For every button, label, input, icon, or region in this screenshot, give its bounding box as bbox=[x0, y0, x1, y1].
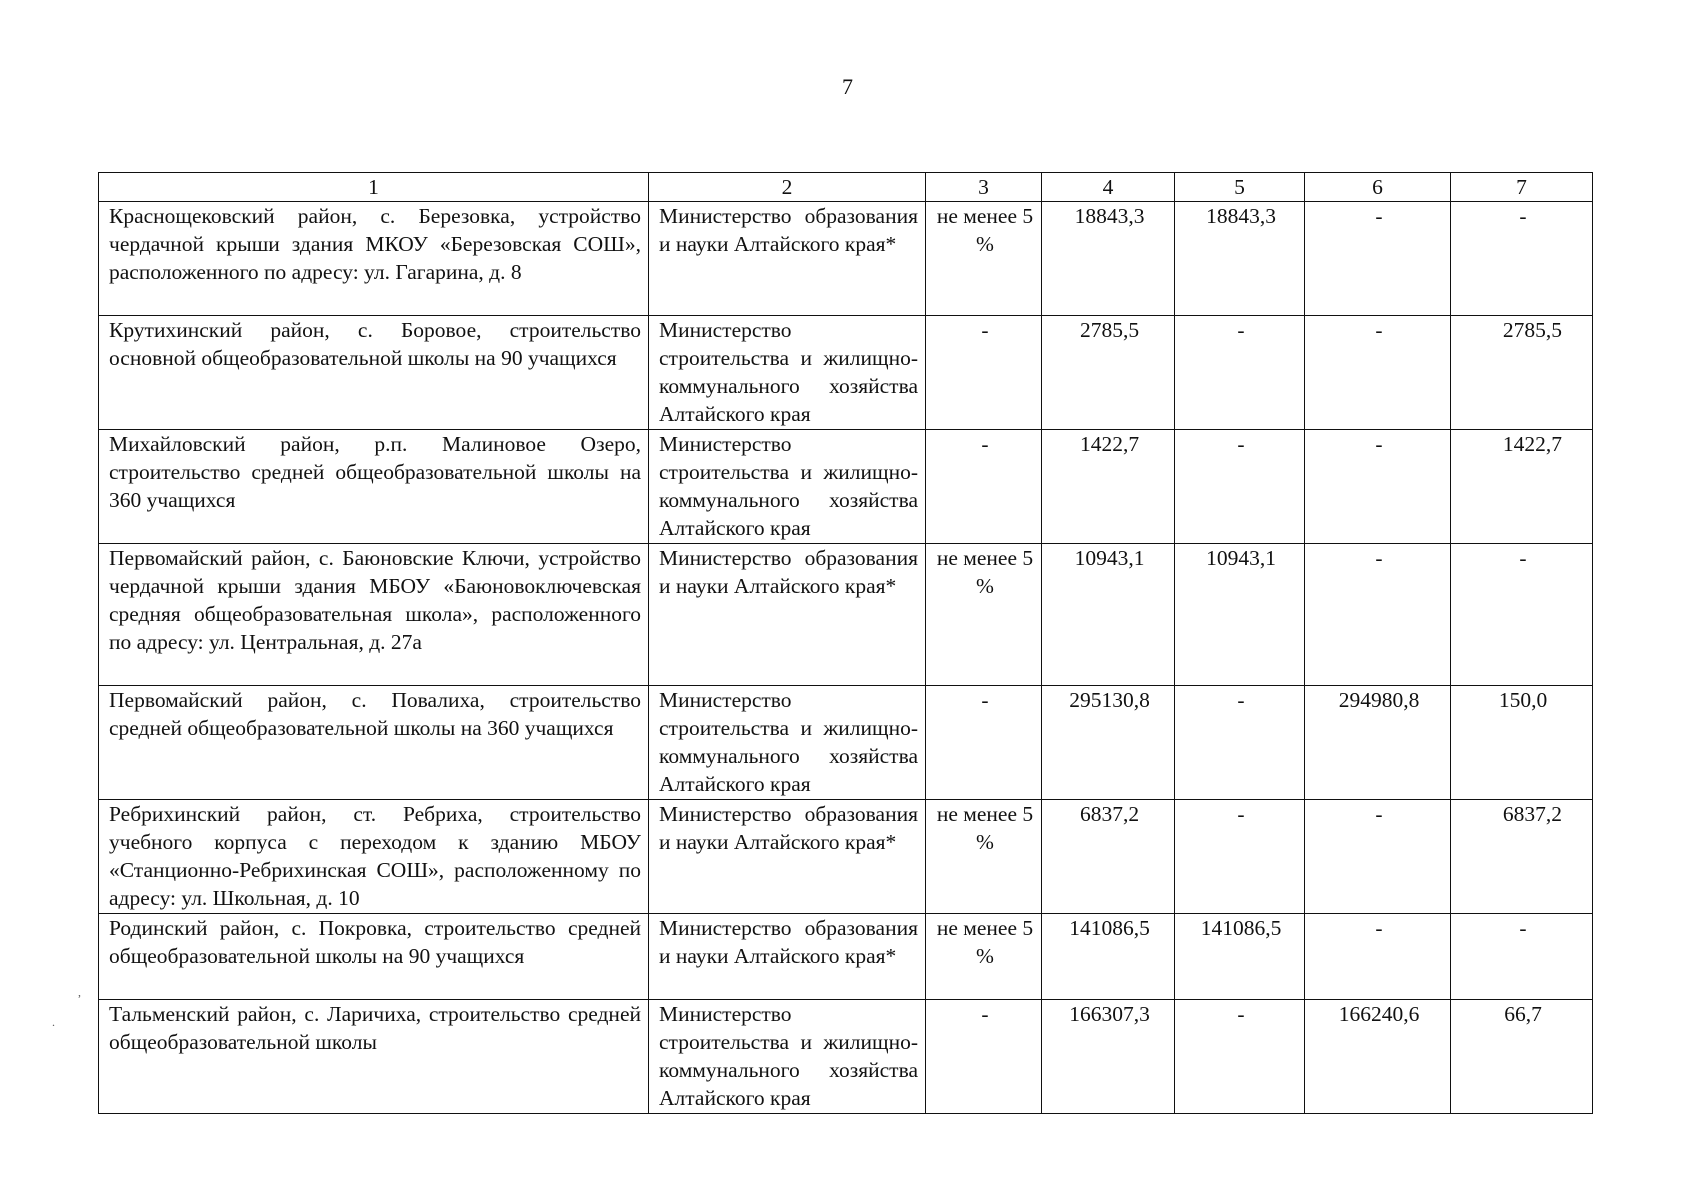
object-description: Родинский район, с. Покровка, строительство средней общеобразовательной школы на 90 учащихся bbox=[99, 914, 649, 1000]
scan-artifact: . bbox=[52, 1015, 55, 1029]
column-header: 3 bbox=[926, 173, 1042, 202]
responsible-ministry: Министерство образования и науки Алтайского края* bbox=[649, 544, 926, 686]
amount-total: 18843,3 bbox=[1042, 202, 1175, 316]
budget-table bbox=[98, 172, 1593, 1114]
responsible-ministry: Министерство образования и науки Алтайского края* bbox=[649, 914, 926, 1000]
amount-col5: - bbox=[1175, 430, 1305, 544]
amount-col6: - bbox=[1305, 544, 1451, 686]
responsible-ministry: Министерство строительства и жилищно-коммунального хозяйства Алтайского края bbox=[649, 1000, 926, 1114]
responsible-ministry: Министерство строительства и жилищно-коммунального хозяйства Алтайского края bbox=[649, 686, 926, 800]
table-row bbox=[99, 202, 1593, 316]
column-header: 2 bbox=[649, 173, 926, 202]
amount-col7: 66,7 bbox=[1451, 1000, 1593, 1114]
responsible-ministry: Министерство строительства и жилищно-коммунального хозяйства Алтайского края bbox=[649, 430, 926, 544]
page-number: 7 bbox=[842, 74, 853, 99]
amount-col6: - bbox=[1305, 914, 1451, 1000]
cofinancing-share: - bbox=[926, 686, 1042, 800]
cofinancing-share: - bbox=[926, 430, 1042, 544]
cofinancing-share: не менее 5 % bbox=[926, 914, 1042, 1000]
table-row bbox=[99, 544, 1593, 686]
object-description: Крутихинский район, с. Боровое, строительство основной общеобразовательной школы на 90 учащихся bbox=[99, 316, 649, 430]
amount-col5: 10943,1 bbox=[1175, 544, 1305, 686]
amount-col5: 141086,5 bbox=[1175, 914, 1305, 1000]
amount-col5: - bbox=[1175, 316, 1305, 430]
cofinancing-share: - bbox=[926, 316, 1042, 430]
column-header: 6 bbox=[1305, 173, 1451, 202]
amount-total: 166307,3 bbox=[1042, 1000, 1175, 1114]
amount-col7: - bbox=[1451, 914, 1593, 1000]
object-description: Краснощековский район, с. Березовка, устройство чердачной крыши здания МКОУ «Березовская СОШ», расположенного по адресу: ул. Гагарина, д. 8 bbox=[99, 202, 649, 316]
amount-col7: - bbox=[1451, 544, 1593, 686]
table-row bbox=[99, 1000, 1593, 1114]
scan-artifact: , bbox=[78, 985, 81, 999]
column-header: 5 bbox=[1175, 173, 1305, 202]
amount-col7: 2785,5 bbox=[1451, 316, 1593, 430]
cofinancing-share: - bbox=[926, 1000, 1042, 1114]
header-row bbox=[99, 173, 1593, 202]
amount-col5: 18843,3 bbox=[1175, 202, 1305, 316]
object-description: Михайловский район, р.п. Малиновое Озеро, строительство средней общеобразовательной школы на 360 учащихся bbox=[99, 430, 649, 544]
amount-total: 6837,2 bbox=[1042, 800, 1175, 914]
responsible-ministry: Министерство образования и науки Алтайского края* bbox=[649, 800, 926, 914]
cofinancing-share: не менее 5 % bbox=[926, 202, 1042, 316]
amount-col6: - bbox=[1305, 202, 1451, 316]
amount-col6: - bbox=[1305, 430, 1451, 544]
cofinancing-share: не менее 5 % bbox=[926, 544, 1042, 686]
amount-col5: - bbox=[1175, 1000, 1305, 1114]
table-row bbox=[99, 686, 1593, 800]
object-description: Первомайский район, с. Баюновские Ключи, устройство чердачной крыши здания МБОУ «Баюновоключевская средняя общеобразовательная школа», расположенного по адресу: ул. Центральная, д. 27а bbox=[99, 544, 649, 686]
table-row bbox=[99, 316, 1593, 430]
column-header: 4 bbox=[1042, 173, 1175, 202]
table-row bbox=[99, 914, 1593, 1000]
responsible-ministry: Министерство образования и науки Алтайского края* bbox=[649, 202, 926, 316]
table-row bbox=[99, 800, 1593, 914]
column-header: 7 bbox=[1451, 173, 1593, 202]
table-row bbox=[99, 430, 1593, 544]
amount-col7: 150,0 bbox=[1451, 686, 1593, 800]
amount-col7: 1422,7 bbox=[1451, 430, 1593, 544]
amount-col5: - bbox=[1175, 800, 1305, 914]
amount-col5: - bbox=[1175, 686, 1305, 800]
amount-col7: 6837,2 bbox=[1451, 800, 1593, 914]
responsible-ministry: Министерство строительства и жилищно-коммунального хозяйства Алтайского края bbox=[649, 316, 926, 430]
amount-total: 2785,5 bbox=[1042, 316, 1175, 430]
object-description: Первомайский район, с. Повалиха, строительство средней общеобразовательной школы на 360 учащихся bbox=[99, 686, 649, 800]
amount-col6: 294980,8 bbox=[1305, 686, 1451, 800]
amount-col6: - bbox=[1305, 800, 1451, 914]
amount-col6: - bbox=[1305, 316, 1451, 430]
amount-total: 295130,8 bbox=[1042, 686, 1175, 800]
amount-total: 1422,7 bbox=[1042, 430, 1175, 544]
column-header: 1 bbox=[99, 173, 649, 202]
cofinancing-share: не менее 5 % bbox=[926, 800, 1042, 914]
amount-total: 10943,1 bbox=[1042, 544, 1175, 686]
amount-col6: 166240,6 bbox=[1305, 1000, 1451, 1114]
amount-col7: - bbox=[1451, 202, 1593, 316]
object-description: Тальменский район, с. Ларичиха, строительство средней общеобразовательной школы bbox=[99, 1000, 649, 1114]
amount-total: 141086,5 bbox=[1042, 914, 1175, 1000]
object-description: Ребрихинский район, ст. Ребриха, строительство учебного корпуса с переходом к зданию МБОУ «Станционно-Ребрихинская СОШ», расположенному по адресу: ул. Школьная, д. 10 bbox=[99, 800, 649, 914]
